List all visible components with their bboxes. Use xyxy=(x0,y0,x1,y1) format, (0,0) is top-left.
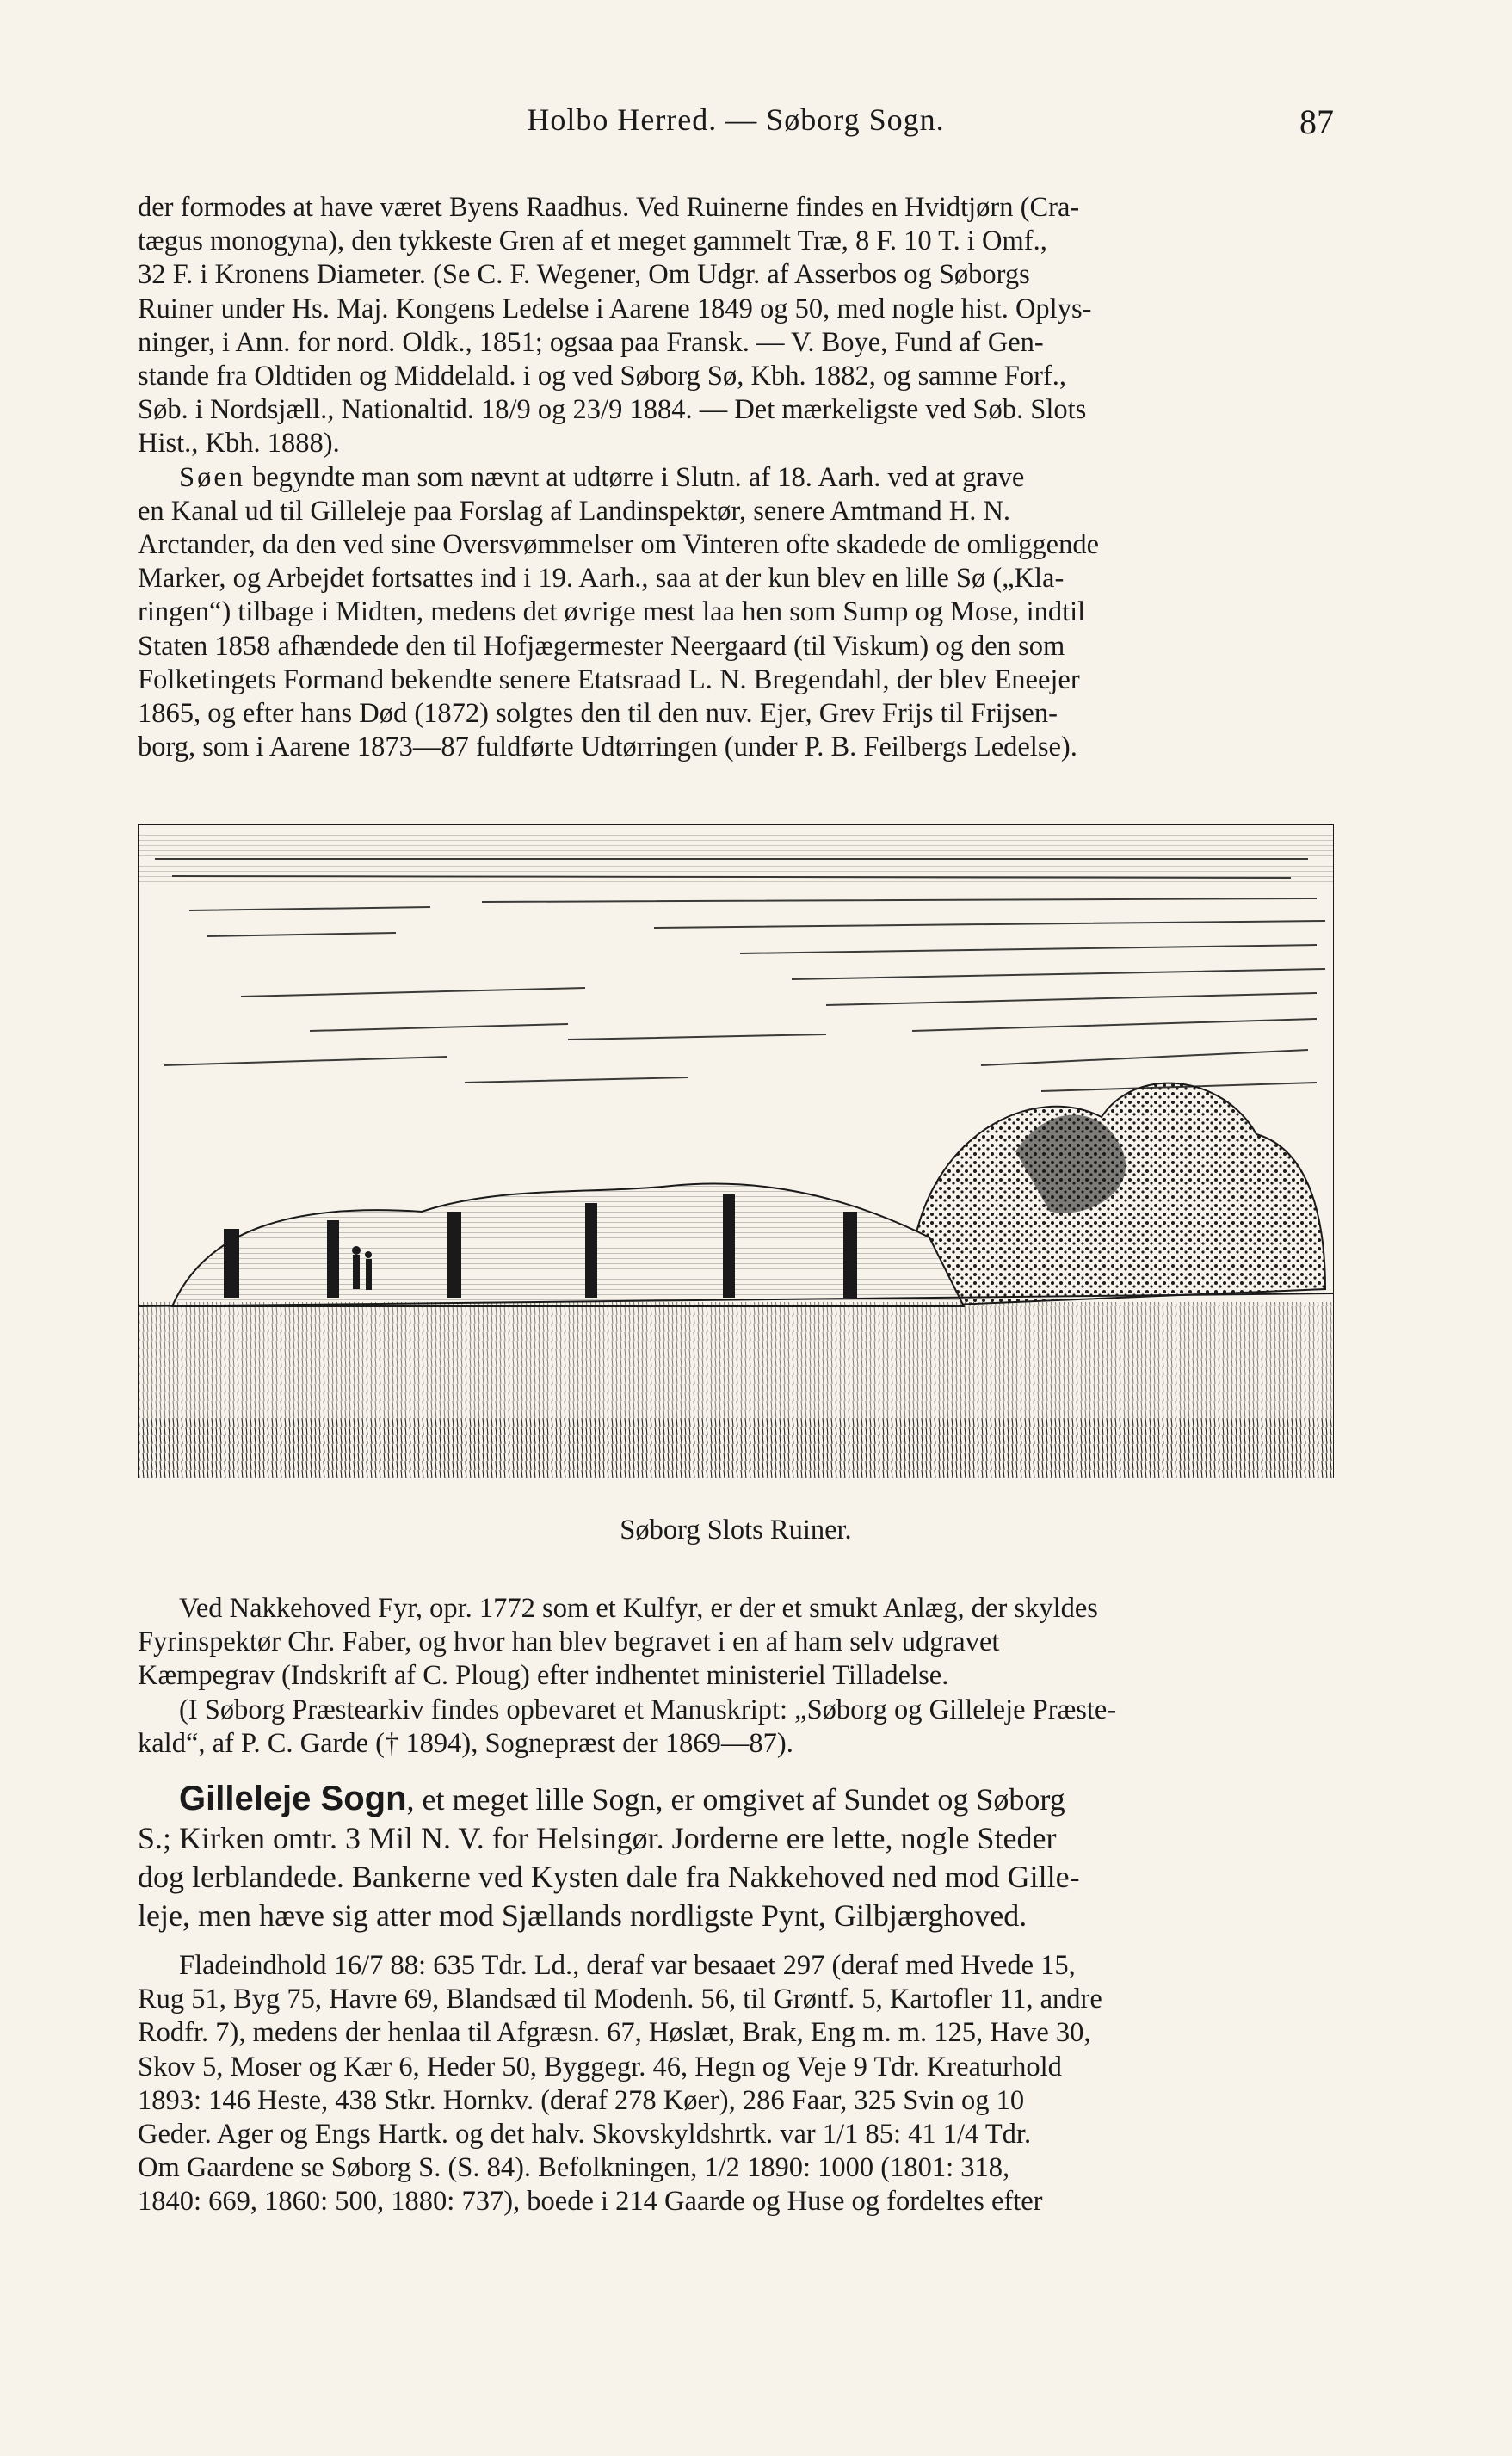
section-heading: Gilleleje Sogn xyxy=(179,1780,407,1817)
text-line: Staten 1858 afhændede den til Hofjægermester Neergaard (til Viskum) og den som xyxy=(138,630,1065,662)
text-line: der formodes at have været Byens Raadhus. Ved Ruinerne findes en Hvidtjørn (Cra- xyxy=(138,192,1080,223)
page-number: 87 xyxy=(1299,102,1334,141)
text-line: 1893: 146 Heste, 438 Stkr. Hornkv. (deraf 278 Køer), 286 Faar, 325 Svin og 10 xyxy=(138,2084,1025,2116)
figure-caption: Søborg Slots Ruiner. xyxy=(620,1515,852,1546)
text-line xyxy=(138,1780,1334,1819)
paragraph-statistics xyxy=(138,1949,1334,2219)
text-line: tægus monogyna), den tykkeste Gren af et meget gammelt Træ, 8 F. 10 T. i Omf., xyxy=(138,225,1047,257)
text-line: Skov 5, Moser og Kær 6, Heder 50, Byggegr. 46, Hegn og Veje 9 Tdr. Kreaturhold xyxy=(138,2051,1062,2083)
text-line: (I Søborg Præstearkiv findes opbevaret et Manuskript: „Søborg og Gilleleje Præste- xyxy=(179,1694,1117,1725)
paragraph-nakkehoved xyxy=(138,1592,1334,1761)
text-line: stande fra Oldtiden og Middelald. i og ved Søborg Sø, Kbh. 1882, og samme Forf., xyxy=(138,361,1067,392)
text-line: Ved Nakkehoved Fyr, opr. 1772 som et Kulfyr, er der et smukt Anlæg, der skyldes xyxy=(179,1593,1098,1624)
text-line: Marker, og Arbejdet fortsattes ind i 19. Aarh., saa at der kun blev en lille Sø („Kla- xyxy=(138,563,1065,595)
text-line: Kæmpegrav (Indskrift af C. Ploug) efter indhentet ministeriel Tilladelse. xyxy=(138,1660,949,1692)
text-line: ninger, i Ann. for nord. Oldk., 1851; ogsaa paa Fransk. — V. Boye, Fund af Gen- xyxy=(138,326,1044,358)
text-line: Ruiner under Hs. Maj. Kongens Ledelse i Aarene 1849 og 50, med nogle hist. Oplys- xyxy=(138,293,1092,324)
text-line: Rodfr. 7), medens der henlaa til Afgræsn. 67, Høslæt, Brak, Eng m. m. 125, Have 30, xyxy=(138,2017,1091,2049)
text-line: Søb. i Nordsjæll., Nationaltid. 18/9 og 23/9 1884. — Det mærkeligste ved Søb. Slots xyxy=(138,394,1087,426)
text-line: dog lerblandede. Bankerne ved Kysten dale fra Nakkehoved ned mod Gille- xyxy=(138,1860,1080,1894)
text-line: 1865, og efter hans Død (1872) solgtes den til den nuv. Ejer, Grev Frijs til Frijsen- xyxy=(138,698,1058,730)
text-line: Geder. Ager og Engs Hartk. og det halv. Skovskyldshrtk. var 1/1 85: 41 1/4 Tdr. xyxy=(138,2119,1032,2151)
text-line: 32 F. i Kronens Diameter. (Se C. F. Wegener, Om Udgr. af Asserbos og Søborgs xyxy=(138,259,1030,291)
text-line: S.; Kirken omtr. 3 Mil N. V. for Helsingør. Jorderne ere lette, nogle Steder xyxy=(138,1821,1057,1855)
running-title: Holbo Herred. — Søborg Sogn. xyxy=(527,102,945,137)
text-line: Fyrinspektør Chr. Faber, og hvor han blev begravet i en af ham selv udgravet xyxy=(138,1626,1000,1658)
text-line: 1840: 669, 1860: 500, 1880: 737), boede i 214 Gaarde og Huse og fordeltes efter xyxy=(138,2186,1043,2218)
text-line: kald“, af P. C. Garde († 1894), Sognepræst der 1869—87). xyxy=(138,1727,793,1759)
engraving-image xyxy=(138,824,1334,1478)
text-run: , et meget lille Sogn, er omgivet af Sundet og Søborg xyxy=(406,1782,1065,1817)
text-line: Rug 51, Byg 75, Havre 69, Blandsæd til Modenh. 56, til Grøntf. 5, Kartofler 11, andre xyxy=(138,1984,1102,2015)
paragraph-gilleleje xyxy=(138,1780,1334,1935)
text-line: en Kanal ud til Gilleleje paa Forslag af Landinspektør, senere Amtmand H. N. xyxy=(138,495,1011,527)
engraving-illustration xyxy=(138,824,1334,1478)
text-run: begyndte man som nævnt at udtørre i Slutn. af 18. Aarh. ved at grave xyxy=(245,461,1025,493)
text-line: leje, men hæve sig atter mod Sjællands nordligste Pynt, Gilbjærghoved. xyxy=(138,1898,1028,1933)
text-line: Hist., Kbh. 1888). xyxy=(138,428,340,460)
running-header xyxy=(138,102,1334,153)
text-line xyxy=(138,461,1334,495)
text-line: ringen“) tilbage i Midten, medens det øvrige mest laa hen som Sump og Mose, indtil xyxy=(138,596,1086,628)
text-line: Arctander, da den ved sine Oversvømmelser om Vinteren ofte skadede de omliggende xyxy=(138,529,1100,561)
text-line: Om Gaardene se Søborg S. (S. 84). Befolkningen, 1/2 1890: 1000 (1801: 318, xyxy=(138,2152,1010,2184)
text-line: Fladeindhold 16/7 88: 635 Tdr. Ld., deraf var besaaet 297 (deraf med Hvede 15, xyxy=(179,1950,1076,1981)
text-line: borg, som i Aarene 1873—87 fuldførte Udtørringen (under P. B. Feilbergs Ledelse). xyxy=(138,731,1077,763)
paragraph-ruins-note xyxy=(138,191,1334,764)
spaced-lead-word: Søen xyxy=(179,461,245,493)
text-line: Folketingets Formand bekendte senere Etatsraad L. N. Bregendahl, der blev Eneejer xyxy=(138,663,1080,695)
